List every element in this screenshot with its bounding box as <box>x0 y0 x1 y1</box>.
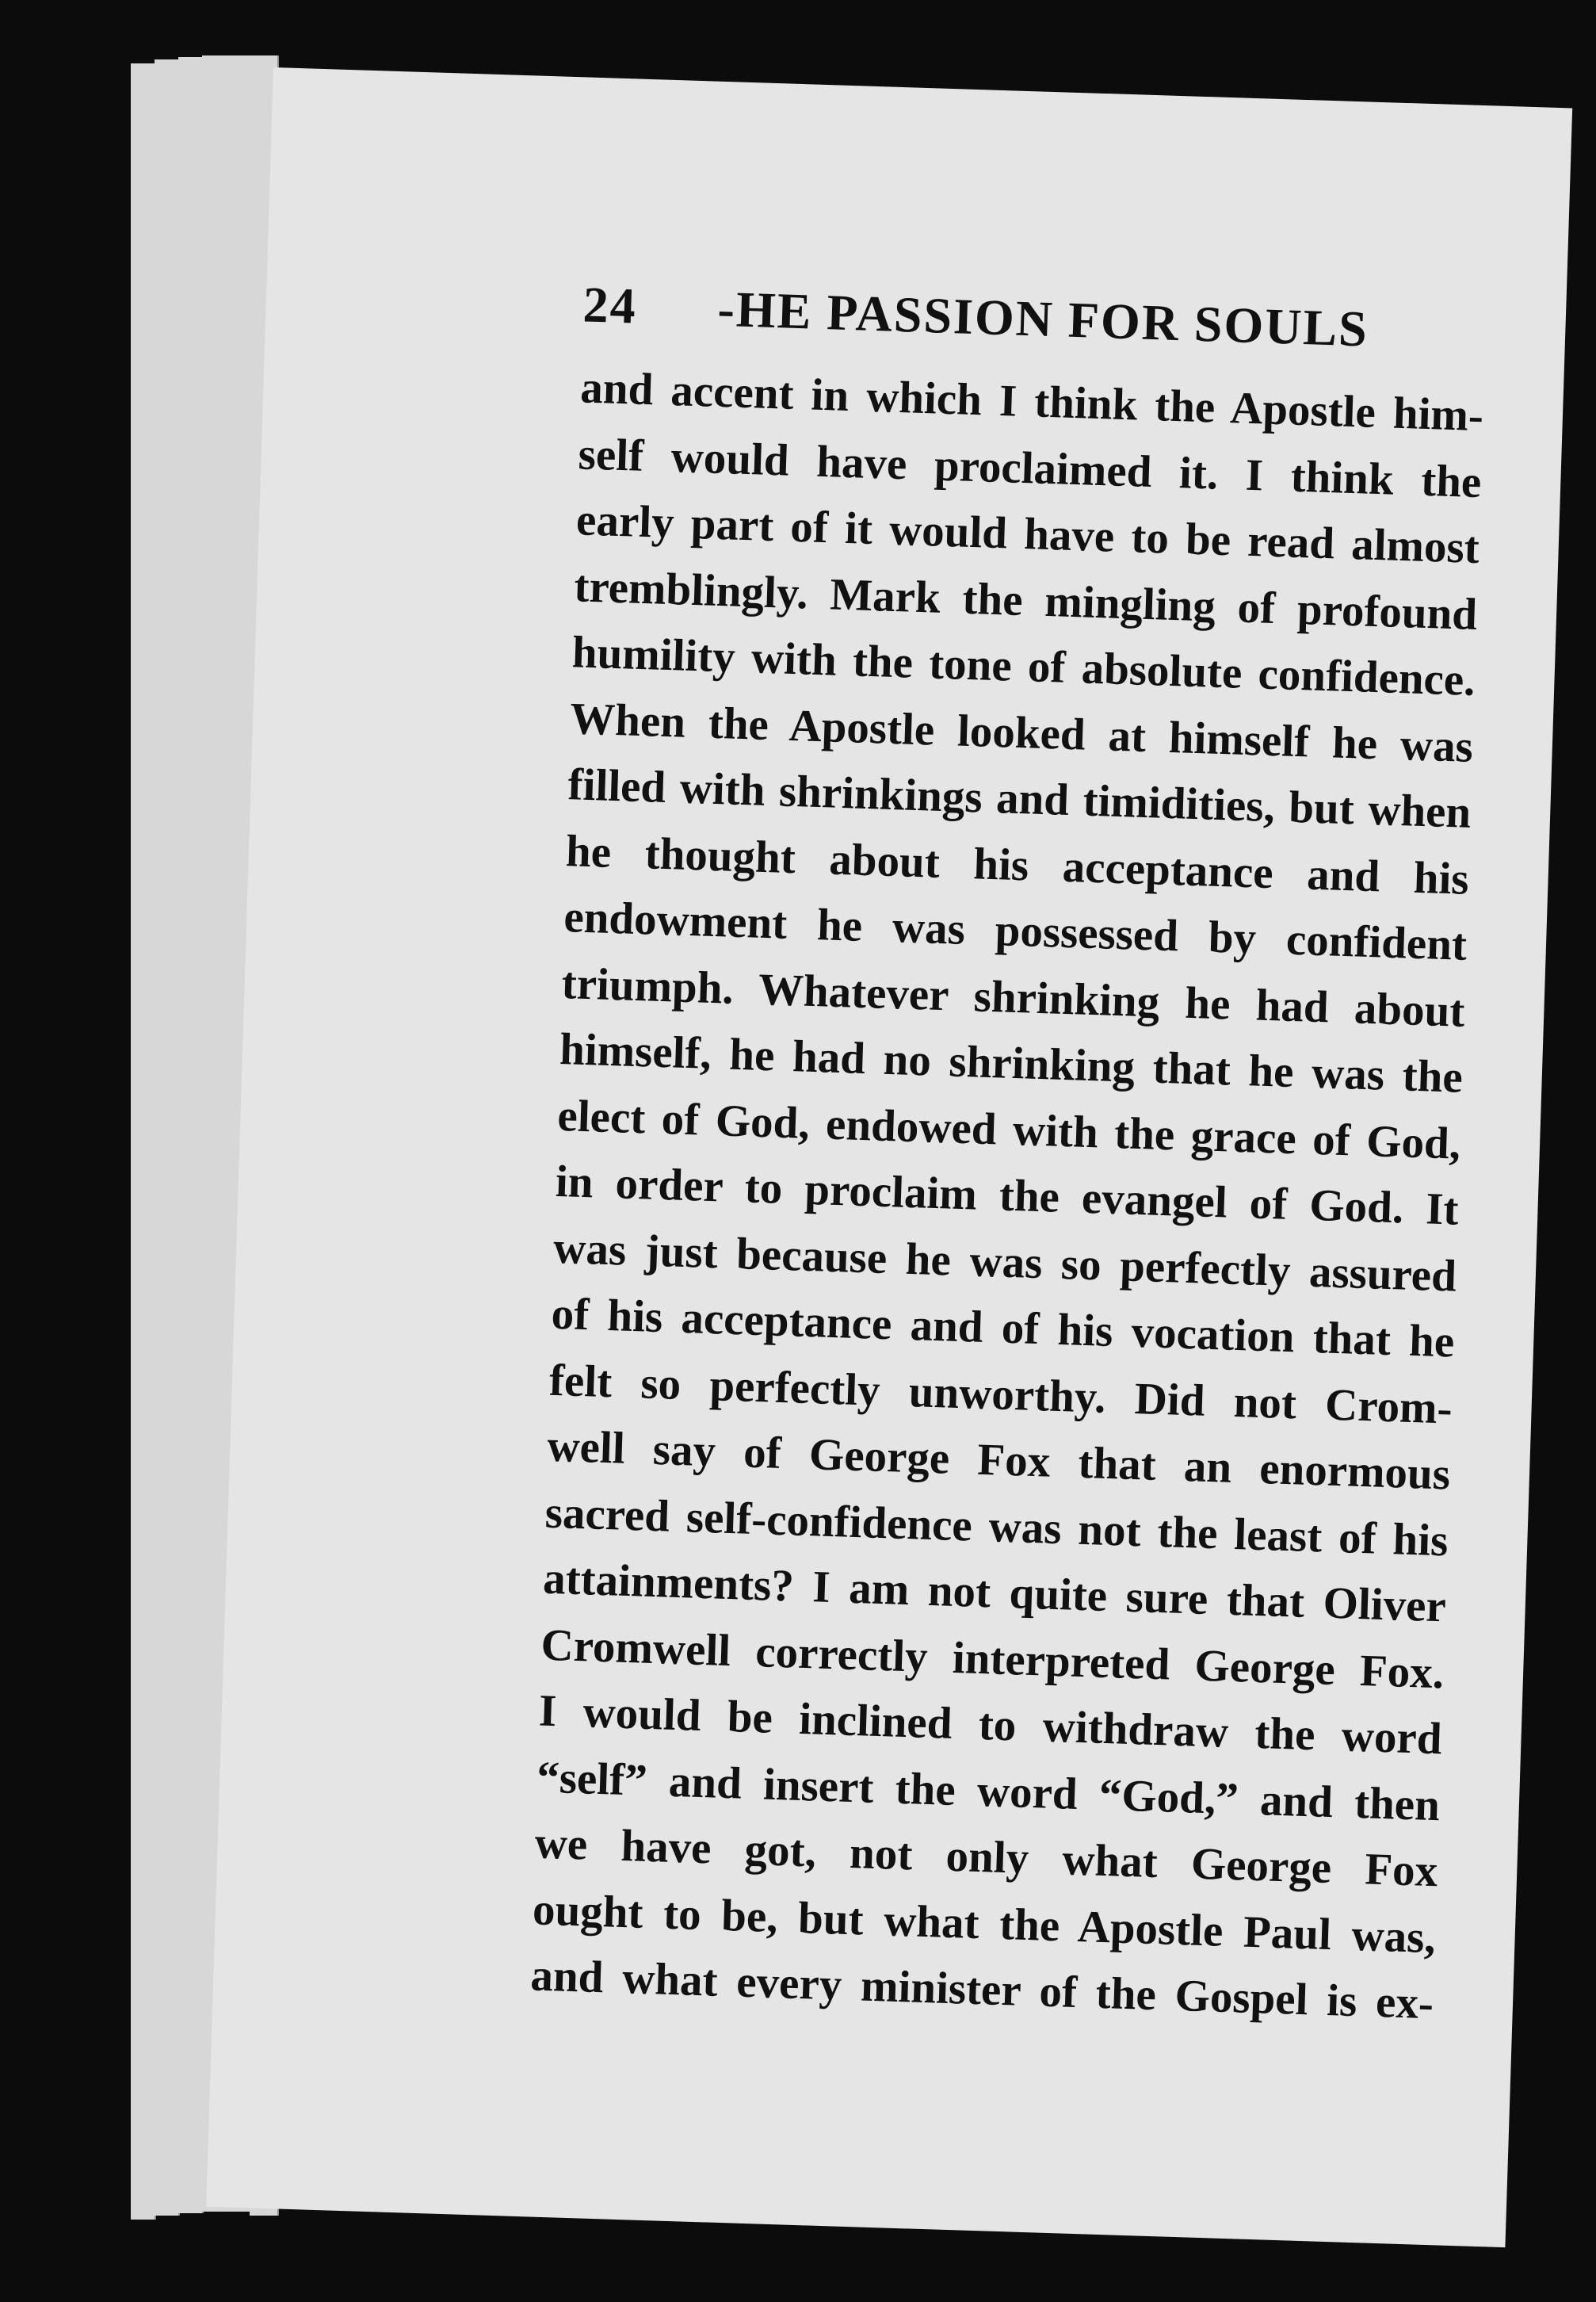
running-title: -HE PASSION FOR SOULS <box>716 280 1369 358</box>
text-line: and what every minister of the Gospel is ex- <box>529 1950 1434 2029</box>
text-line: attainments? I am not quite sure that Oliver <box>542 1553 1447 1632</box>
book-page <box>206 67 1572 2247</box>
text-line: and accent in which I think the Apostle him- <box>579 362 1484 442</box>
text-line: elect of God, endowed with the grace of God, <box>556 1090 1462 1169</box>
body-text <box>529 354 1484 2036</box>
page-number: 24 <box>582 276 638 335</box>
text-line: in order to proclaim the evangel of God. It <box>555 1156 1460 1235</box>
text-line: himself, he had no shrinking that he was the <box>559 1023 1464 1103</box>
text-line: felt so perfectly unworthy. Did not Crom- <box>548 1355 1453 1434</box>
running-head <box>582 275 1369 358</box>
text-line: early part of it would have to be read almost <box>575 495 1480 574</box>
text-line: endowment he was possessed by confident <box>563 892 1468 970</box>
text-line: sacred self-confidence was not the least of his <box>544 1487 1449 1566</box>
text-line: I would be inclined to withdraw the word <box>538 1685 1443 1765</box>
text-line: When the Apostle looked at himself he was <box>569 693 1474 772</box>
text-line: well say of George Fox that an enormous <box>546 1421 1451 1500</box>
text-line: triumph. Whatever shrinking he had about <box>560 958 1466 1037</box>
text-line: ought to be, but what the Apostle Paul was, <box>532 1883 1437 1963</box>
text-line: was just because he was so perfectly assured <box>552 1222 1457 1302</box>
book-page-edge <box>155 59 180 2216</box>
text-line: we have got, not only what George Fox <box>533 1818 1439 1897</box>
text-line: humility with the tone of absolute confidence. <box>571 627 1476 706</box>
text-line: “self” and insert the word “God,” and then <box>536 1752 1441 1830</box>
text-line: of his acceptance and of his vocation that he <box>550 1288 1456 1367</box>
text-line: filled with shrinkings and timidities, but when <box>567 759 1472 838</box>
book-page-edge <box>178 57 204 2213</box>
book-page-edge <box>131 63 156 2220</box>
text-line: Cromwell correctly interpreted George Fox. <box>540 1619 1445 1698</box>
text-line: self would have proclaimed it. I think the <box>577 428 1483 507</box>
text-line: tremblingly. Mark the mingling of profound <box>573 560 1479 640</box>
text-line: he thought about his acceptance and his <box>565 825 1470 904</box>
